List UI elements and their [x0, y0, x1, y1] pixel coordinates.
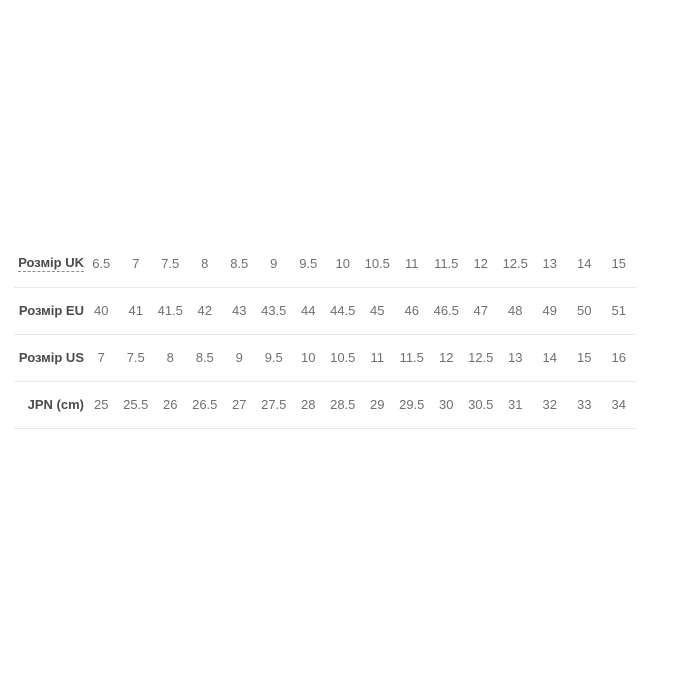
size-value-cell: 10	[335, 255, 350, 271]
size-value-cell: 7	[132, 255, 140, 271]
size-value-cell: 16	[611, 350, 626, 365]
size-value-cell: 30.5	[468, 397, 494, 412]
size-value-cell: 9.5	[299, 255, 318, 271]
size-value-cell: 7	[97, 350, 105, 365]
size-value-cell: 7.5	[161, 255, 180, 271]
size-value-cell: 12	[439, 350, 454, 365]
size-value-cell: 44	[301, 303, 316, 318]
size-value-cell: 8.5	[195, 350, 214, 365]
size-value-cell: 15	[577, 350, 592, 365]
size-value-cell: 50	[577, 303, 592, 318]
size-value-cell: 41	[128, 303, 143, 318]
size-value-cell: 51	[611, 303, 626, 318]
size-value-cell: 34	[611, 397, 626, 412]
size-value-cell: 47	[473, 303, 488, 318]
size-value-cell: 40	[94, 303, 109, 318]
row-label-jpn-cm: JPN (cm)	[27, 397, 84, 412]
size-value-cell: 8.5	[230, 255, 249, 271]
size-value-cell: 41.5	[157, 303, 183, 318]
size-value-cell: 11	[405, 255, 419, 271]
size-value-cell: 10.5	[330, 350, 356, 365]
size-value-cell: 13	[508, 350, 523, 365]
size-value-cell: 46	[404, 303, 419, 318]
size-value-cell: 42	[197, 303, 212, 318]
size-value-cell: 8	[166, 350, 174, 365]
size-value-cell: 11	[370, 350, 384, 365]
size-value-cell: 12.5	[468, 350, 494, 365]
size-value-cell: 44.5	[330, 303, 356, 318]
size-value-cell: 28.5	[330, 397, 356, 412]
size-value-cell: 28	[301, 397, 316, 412]
size-table-body	[14, 240, 636, 428]
row-label-size-uk	[14, 240, 84, 287]
size-value-cell: 10	[301, 350, 316, 365]
size-value-cell: 13	[542, 255, 557, 271]
size-value-cell: 32	[542, 397, 557, 412]
size-value-cell: 27	[232, 397, 247, 412]
size-value-cell: 12.5	[502, 255, 528, 271]
table-row-size-us	[14, 334, 636, 381]
size-value-cell: 14	[542, 350, 557, 365]
size-value-cell: 45	[370, 303, 385, 318]
size-value-cell: 48	[508, 303, 523, 318]
row-label-size-eu: Розмір EU	[18, 303, 84, 318]
size-value-cell: 9.5	[264, 350, 283, 365]
size-value-cell: 7.5	[126, 350, 145, 365]
size-value-cell: 29.5	[399, 397, 425, 412]
size-value-cell: 14	[577, 255, 592, 271]
size-value-cell: 11.5	[434, 255, 459, 271]
size-conversion-table	[14, 240, 636, 429]
size-value-cell: 9	[270, 255, 278, 271]
size-value-cell: 31	[508, 397, 523, 412]
size-value-cell: 49	[542, 303, 557, 318]
size-value-cell: 30	[439, 397, 454, 412]
size-value-cell: 9	[235, 350, 243, 365]
size-value-cell: 11.5	[399, 350, 424, 365]
size-value-cell: 26.5	[192, 397, 218, 412]
size-value-cell: 46.5	[433, 303, 459, 318]
row-label-size-us: Розмір US	[18, 350, 84, 365]
size-value-cell: 8	[201, 255, 209, 271]
size-value-cell: 25.5	[123, 397, 149, 412]
size-value-cell: 12	[473, 255, 488, 271]
table-row-jpn-cm	[14, 381, 636, 428]
size-value-cell: 43.5	[261, 303, 287, 318]
size-value-cell: 43	[232, 303, 247, 318]
size-value-cell: 15	[611, 255, 626, 271]
size-value-cell: 27.5	[261, 397, 287, 412]
size-value-cell: 26	[163, 397, 178, 412]
size-value-cell: 6.5	[92, 255, 111, 271]
table-row-size-eu	[14, 287, 636, 334]
size-uk-link[interactable]: Розмір UK	[18, 254, 84, 270]
size-value-cell: 25	[94, 397, 109, 412]
size-value-cell: 33	[577, 397, 592, 412]
size-value-cell: 29	[370, 397, 385, 412]
size-value-cell: 10.5	[364, 255, 390, 271]
table-row-size-uk	[14, 240, 636, 287]
